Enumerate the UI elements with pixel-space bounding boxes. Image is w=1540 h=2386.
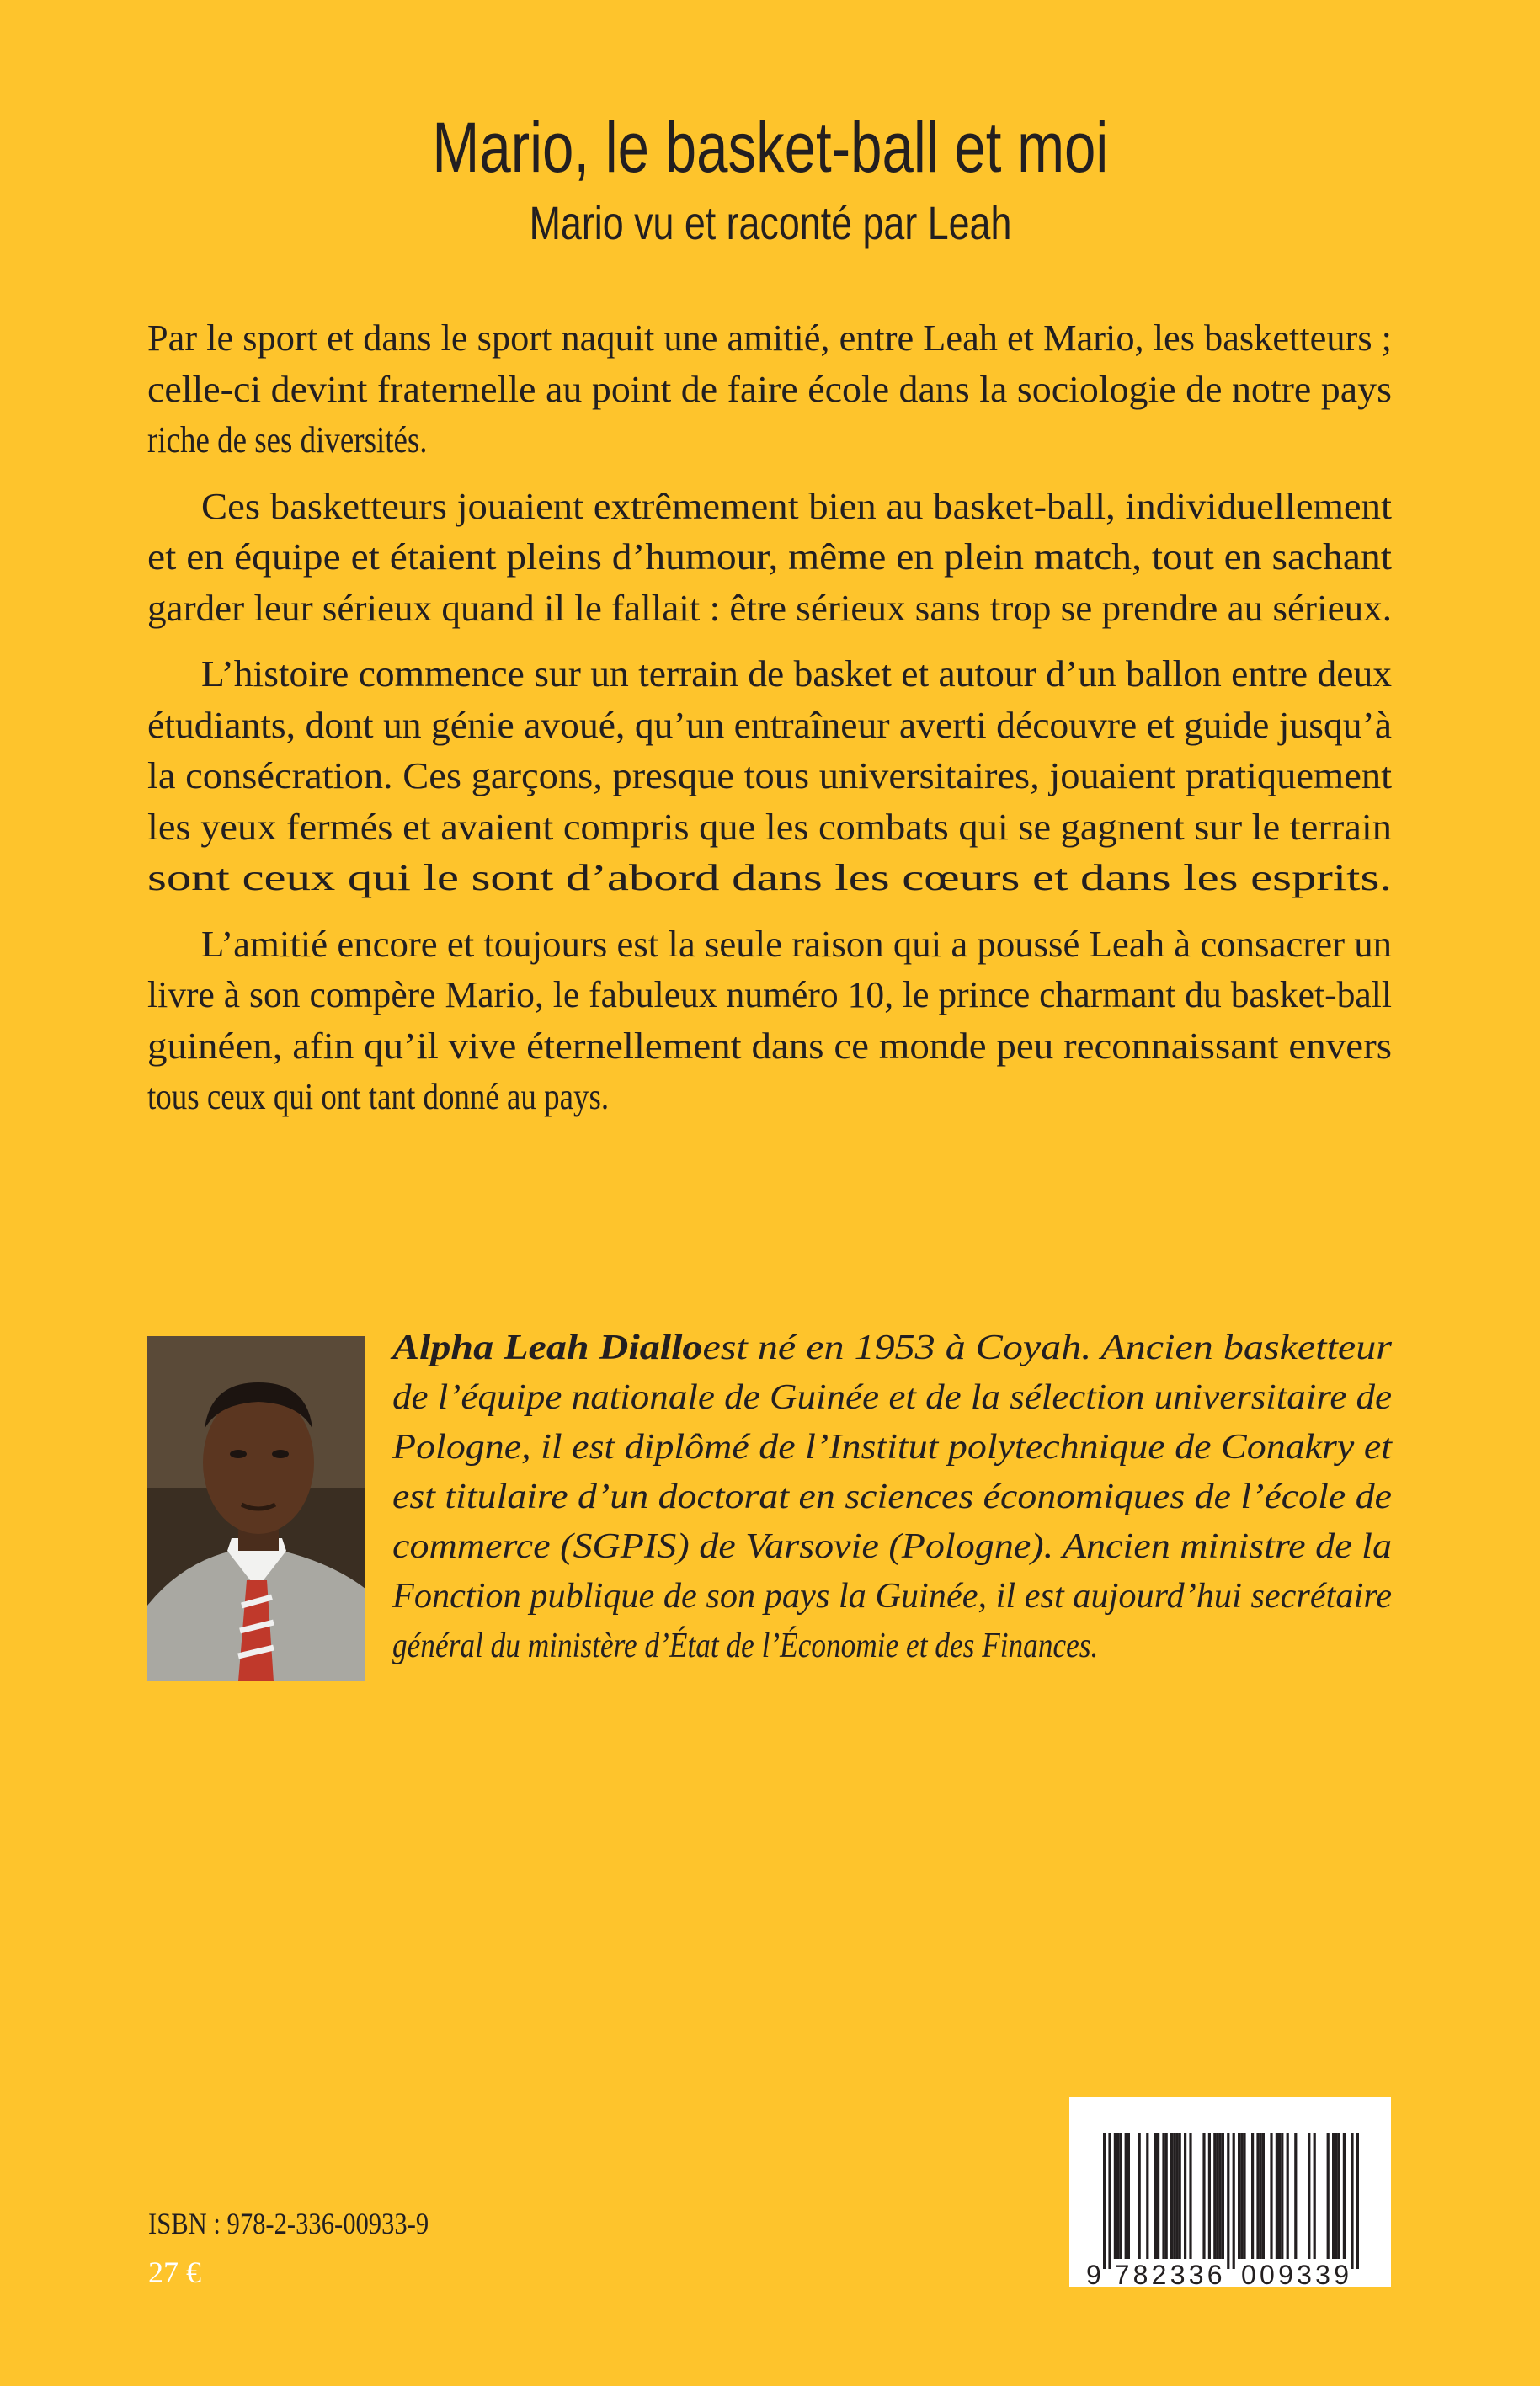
barcode-bar bbox=[1189, 2133, 1191, 2259]
barcode-bar bbox=[1278, 2133, 1281, 2259]
blurb-paragraph-2 bbox=[147, 482, 1392, 635]
barcode-bar bbox=[1175, 2133, 1178, 2259]
text-line: étudiants, dont un génie avoué, qu’un entraîneur averti découvre et guide jusqu’à bbox=[147, 704, 1392, 746]
barcode-bar bbox=[1262, 2133, 1265, 2259]
blurb-paragraph-3 bbox=[147, 649, 1392, 904]
barcode-bar bbox=[1251, 2133, 1254, 2259]
text-line: de l’équipe nationale de Guinée et de la sélection universitaire de bbox=[392, 1378, 1392, 1417]
text-line: sont ceux qui le sont d’abord dans les cœurs et dans les esprits. bbox=[147, 857, 1392, 898]
barcode-bar bbox=[1238, 2133, 1240, 2259]
text-line: livre à son compère Mario, le fabuleux numéro 10, le prince charmant du basket-ball bbox=[147, 974, 1392, 1015]
barcode bbox=[1069, 2097, 1391, 2287]
barcode-bar bbox=[1256, 2133, 1259, 2259]
text-line: Alpha Leah Dialloest né en 1953 à Coyah. Ancien basketteur bbox=[392, 1329, 1392, 1367]
barcode-bar bbox=[1154, 2133, 1157, 2259]
barcode-bar bbox=[1179, 2133, 1181, 2259]
barcode-bar bbox=[1202, 2133, 1205, 2259]
barcode-bar bbox=[1351, 2133, 1353, 2269]
barcode-bar bbox=[1356, 2133, 1359, 2269]
barcode-bar bbox=[1216, 2133, 1218, 2259]
text-line: Ces basketteurs jouaient extrêmement bien au basket-ball, individuellement bbox=[201, 485, 1392, 527]
text-line: Pologne, il est diplômé de l’Institut polytechnique de Conakry et bbox=[392, 1428, 1393, 1467]
barcode-bar bbox=[1281, 2133, 1283, 2259]
barcode-bar bbox=[1146, 2133, 1148, 2259]
barcode-bar bbox=[1260, 2133, 1262, 2259]
barcode-bar bbox=[1337, 2133, 1340, 2259]
text-line: est titulaire d’un doctorat en sciences économiques de l’école de bbox=[392, 1478, 1392, 1516]
barcode-bar bbox=[1332, 2133, 1335, 2259]
barcode-bar bbox=[1227, 2133, 1229, 2269]
text-line: L’histoire commence sur un terrain de basket et autour d’un ballon entre deux bbox=[201, 653, 1392, 695]
barcode-bar bbox=[1170, 2133, 1173, 2259]
author-name: Alpha Leah Diallo bbox=[392, 1329, 703, 1367]
barcode-digits: 9 bbox=[1086, 2260, 1101, 2287]
barcode-bar bbox=[1294, 2133, 1297, 2259]
text-line: L’amitié encore et toujours est la seule raison qui a poussé Leah à consacrer un bbox=[201, 923, 1392, 965]
book-title-text: Mario, le basket-ball et moi bbox=[431, 108, 1108, 187]
barcode-bar bbox=[1138, 2133, 1141, 2259]
blurb-paragraph-4 bbox=[147, 919, 1392, 1123]
text-line: riche de ses diversités. bbox=[147, 419, 428, 461]
text-line: garder leur sérieux quand il le fallait : être sérieux sans trop se prendre au sérieux. bbox=[147, 587, 1392, 629]
text-line: celle-ci devint fraternelle au point de faire école dans la sociologie de notre pays bbox=[147, 368, 1392, 410]
isbn: ISBN : 978-2-336-00933-9 bbox=[148, 2207, 429, 2240]
barcode-bar bbox=[1222, 2133, 1224, 2259]
barcode-bar bbox=[1108, 2133, 1111, 2269]
blurb bbox=[147, 313, 1392, 1138]
barcode-bar bbox=[1127, 2133, 1130, 2259]
text-line: les yeux fermés et avaient compris que les combats qui se gagnent sur le terrain bbox=[147, 806, 1393, 848]
barcode-bar bbox=[1165, 2133, 1168, 2259]
barcode-bar bbox=[1103, 2133, 1106, 2269]
barcode-bar bbox=[1335, 2133, 1337, 2259]
barcode-bar bbox=[1219, 2133, 1222, 2259]
text-line: Fonction publique de son pays la Guinée, il est aujourd’hui secrétaire bbox=[392, 1577, 1392, 1616]
text-line: guinéen, afin qu’il vive éternellement dans ce monde peu reconnaissant envers bbox=[147, 1025, 1392, 1067]
barcode-bar bbox=[1119, 2133, 1122, 2259]
barcode-bar bbox=[1276, 2133, 1278, 2259]
barcode-bar bbox=[1308, 2133, 1310, 2259]
price: 27 € bbox=[148, 2256, 201, 2289]
book-subtitle bbox=[0, 194, 1540, 253]
author-photo bbox=[147, 1336, 365, 1681]
barcode-graphic bbox=[1069, 2097, 1391, 2287]
barcode-bar bbox=[1233, 2133, 1235, 2269]
barcode-digits: 782336 bbox=[1114, 2260, 1223, 2287]
barcode-bar bbox=[1287, 2133, 1289, 2259]
text-line: commerce (SGPIS) de Varsovie (Pologne). Ancien ministre de la bbox=[392, 1527, 1392, 1566]
barcode-bar bbox=[1213, 2133, 1216, 2259]
barcode-bar bbox=[1184, 2133, 1186, 2259]
barcode-bar bbox=[1240, 2133, 1243, 2259]
barcode-bar bbox=[1243, 2133, 1245, 2259]
barcode-bar bbox=[1162, 2133, 1164, 2259]
barcode-bar bbox=[1343, 2133, 1346, 2259]
barcode-bar bbox=[1314, 2133, 1316, 2259]
barcode-bar bbox=[1125, 2133, 1127, 2259]
barcode-digits: 009339 bbox=[1241, 2260, 1349, 2287]
barcode-bar bbox=[1157, 2133, 1159, 2259]
text-line: et en équipe et étaient pleins d’humour, même en plein match, tout en sachant bbox=[147, 536, 1392, 578]
text-line: tous ceux qui ont tant donné au pays. bbox=[147, 1076, 610, 1117]
barcode-bar bbox=[1173, 2133, 1175, 2259]
barcode-bar bbox=[1116, 2133, 1119, 2259]
book-subtitle-text: Mario vu et raconté par Leah bbox=[529, 196, 1011, 249]
text-line: général du ministère d’État de l’Économie et des Finances. bbox=[392, 1627, 1099, 1665]
barcode-bar bbox=[1114, 2133, 1116, 2259]
barcode-bar bbox=[1270, 2133, 1272, 2259]
author-bio bbox=[392, 1323, 1392, 1671]
book-title bbox=[0, 105, 1540, 189]
barcode-bar bbox=[1208, 2133, 1211, 2259]
text-line: la consécration. Ces garçons, presque tous universitaires, jouaient pratiquement bbox=[147, 755, 1393, 796]
blurb-paragraph-1 bbox=[147, 313, 1392, 466]
barcode-bar bbox=[1327, 2133, 1330, 2259]
text-line: Par le sport et dans le sport naquit une amitié, entre Leah et Mario, les basketteurs ; bbox=[147, 317, 1392, 359]
